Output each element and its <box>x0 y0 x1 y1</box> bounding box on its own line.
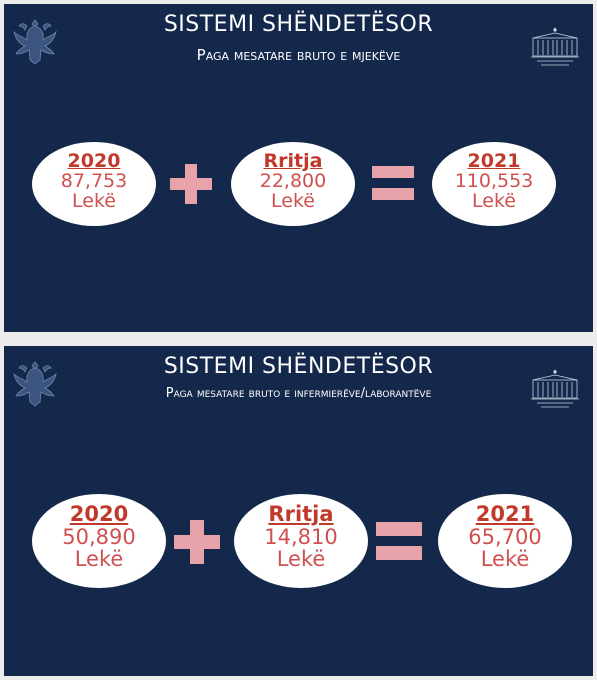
oval-value: 14,810 <box>264 525 338 549</box>
oval-2021 <box>438 494 572 588</box>
oval-unit: Lekë <box>472 189 516 212</box>
oval-value: 65,700 <box>468 525 542 549</box>
oval-value: 50,890 <box>62 525 136 549</box>
ministry-building-icon <box>527 26 583 70</box>
oval-unit: Lekë <box>72 189 116 212</box>
oval-label: 2020 <box>67 150 121 172</box>
equals-icon <box>372 166 414 200</box>
oval-label: Rritja <box>268 502 334 526</box>
oval-2021 <box>432 142 556 226</box>
slide-subtitle: Paga mesatare bruto e infermierëve/laborantëve <box>165 386 432 401</box>
slide-title: SISTEMI SHËNDETËSOR <box>163 12 434 37</box>
plus-icon <box>170 164 212 204</box>
oval-unit: Lekë <box>271 189 315 212</box>
slide-doctors <box>4 4 593 332</box>
equals-icon <box>376 522 422 560</box>
slide-nurses <box>4 346 593 676</box>
oval-label: 2021 <box>467 150 521 172</box>
oval-2020 <box>32 142 156 226</box>
oval-unit: Lekë <box>276 547 326 572</box>
plus-icon <box>174 520 220 564</box>
oval-unit: Lekë <box>480 547 530 572</box>
ministry-building-icon <box>527 368 583 412</box>
oval-label: 2020 <box>69 502 129 526</box>
oval-2020 <box>32 494 166 588</box>
oval-value: 22,800 <box>259 170 327 192</box>
oval-rritja <box>231 142 355 226</box>
oval-rritja <box>234 494 368 588</box>
oval-value: 87,753 <box>60 170 128 192</box>
slide-title: SISTEMI SHËNDETËSOR <box>163 354 434 379</box>
slide-subtitle: Paga mesatare bruto e mjekëve <box>196 46 401 64</box>
oval-unit: Lekë <box>74 547 124 572</box>
oval-label: Rritja <box>263 150 323 172</box>
oval-label: 2021 <box>475 502 535 526</box>
oval-value: 110,553 <box>454 170 534 192</box>
